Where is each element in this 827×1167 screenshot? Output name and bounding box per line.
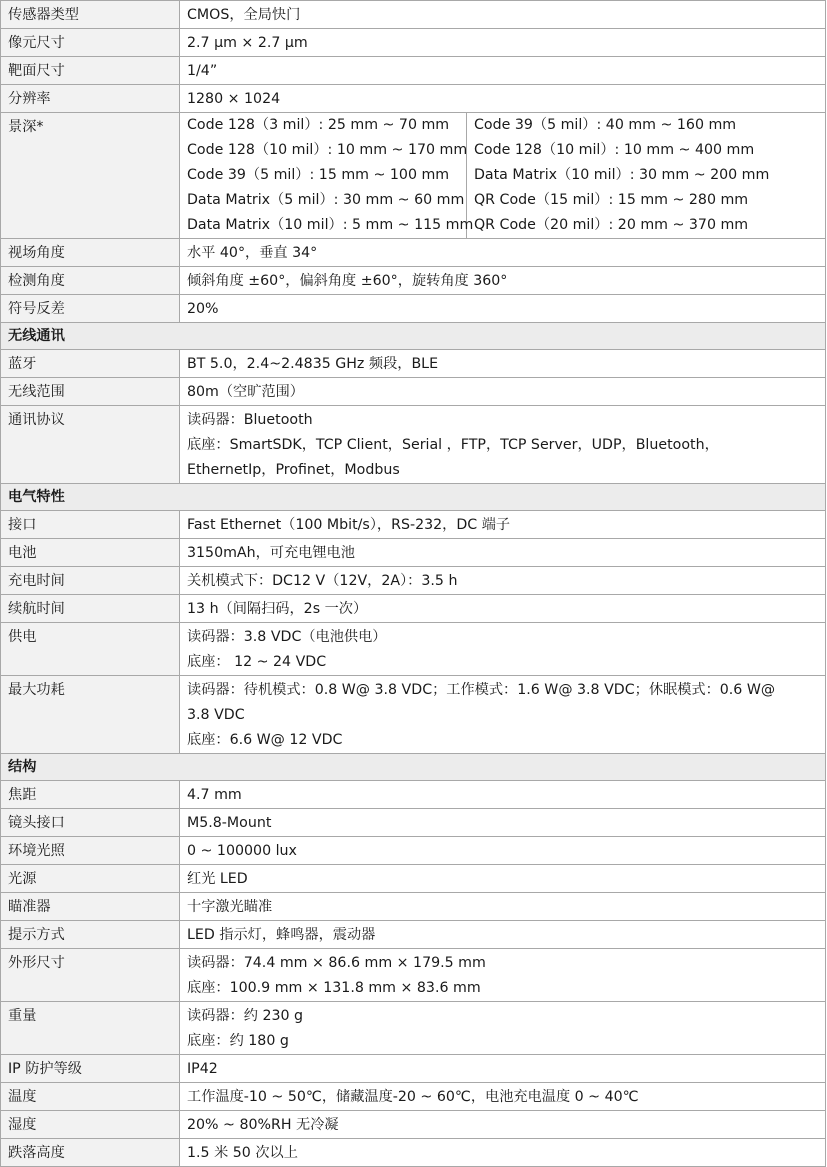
spec-value: 工作温度-10 ~ 50℃，储藏温度-20 ~ 60℃，电池充电温度 0 ~ 40℃ bbox=[180, 1083, 826, 1111]
section-title: 结构 bbox=[1, 754, 826, 781]
spec-label: 焦距 bbox=[1, 781, 180, 809]
spec-label: 最大功耗 bbox=[1, 676, 180, 754]
spec-label: 环境光照 bbox=[1, 837, 180, 865]
depth-line: Code 128（10 mil）: 10 mm ~ 400 mm bbox=[474, 142, 755, 158]
spec-value bbox=[180, 406, 826, 484]
spec-label: 温度 bbox=[1, 1083, 180, 1111]
spec-row-indicator bbox=[1, 921, 826, 949]
spec-value: Fast Ethernet（100 Mbit/s），RS-232，DC 端子 bbox=[180, 511, 826, 539]
spec-value: 倾斜角度 ±60°，偏斜角度 ±60°，旋转角度 360° bbox=[180, 267, 826, 295]
value-line: 底座： 12 ~ 24 VDC bbox=[187, 654, 327, 670]
value-line: 底座：约 180 g bbox=[187, 1033, 289, 1049]
spec-row-focal-length bbox=[1, 781, 826, 809]
depth-line: Data Matrix（10 mil）: 5 mm ~ 115 mm bbox=[187, 217, 474, 233]
value-line: 底座：SmartSDK，TCP Client，Serial ，FTP，TCP Server，UDP，Bluetooth， bbox=[187, 437, 719, 453]
spec-label: 光源 bbox=[1, 865, 180, 893]
spec-label: 提示方式 bbox=[1, 921, 180, 949]
spec-row-resolution bbox=[1, 85, 826, 113]
spec-value: 4.7 mm bbox=[180, 781, 826, 809]
depth-line: QR Code（20 mil）: 20 mm ~ 370 mm bbox=[474, 217, 749, 233]
spec-row-humidity bbox=[1, 1111, 826, 1139]
value-line: 读码器：约 230 g bbox=[187, 1008, 304, 1024]
depth-line: Code 128（10 mil）: 10 mm ~ 170 mm bbox=[187, 142, 468, 158]
spec-label: 湿度 bbox=[1, 1111, 180, 1139]
depth-column-right bbox=[467, 113, 825, 238]
spec-row-protocol bbox=[1, 406, 826, 484]
spec-row-sensor-type bbox=[1, 1, 826, 29]
spec-label: 外形尺寸 bbox=[1, 949, 180, 1002]
spec-value bbox=[180, 949, 826, 1002]
spec-value bbox=[180, 676, 826, 754]
spec-value: 2.7 μm × 2.7 μm bbox=[180, 29, 826, 57]
spec-row-charge-time bbox=[1, 567, 826, 595]
spec-value: 1.5 米 50 次以上 bbox=[180, 1139, 826, 1167]
spec-label: 靶面尺寸 bbox=[1, 57, 180, 85]
spec-label: 接口 bbox=[1, 511, 180, 539]
spec-label: 分辨率 bbox=[1, 85, 180, 113]
spec-value: BT 5.0，2.4~2.4835 GHz 频段，BLE bbox=[180, 350, 826, 378]
spec-value: 红光 LED bbox=[180, 865, 826, 893]
spec-row-ip-rating bbox=[1, 1055, 826, 1083]
spec-label: 视场角度 bbox=[1, 239, 180, 267]
spec-row-dimensions bbox=[1, 949, 826, 1002]
value-line: 3.8 VDC bbox=[187, 707, 245, 723]
spec-label: IP 防护等级 bbox=[1, 1055, 180, 1083]
spec-label: 通讯协议 bbox=[1, 406, 180, 484]
spec-row-detection-angle bbox=[1, 267, 826, 295]
section-header-wireless bbox=[1, 323, 826, 350]
section-title: 无线通讯 bbox=[1, 323, 826, 350]
spec-label: 电池 bbox=[1, 539, 180, 567]
spec-row-endurance bbox=[1, 595, 826, 623]
depth-line: Data Matrix（5 mil）: 30 mm ~ 60 mm bbox=[187, 192, 465, 208]
section-header-electrical bbox=[1, 484, 826, 511]
section-title: 电气特性 bbox=[1, 484, 826, 511]
spec-row-ambient-light bbox=[1, 837, 826, 865]
spec-row-temperature bbox=[1, 1083, 826, 1111]
depth-line: Data Matrix（10 mil）: 30 mm ~ 200 mm bbox=[474, 167, 770, 183]
value-line: EthernetIp，Profinet，Modbus bbox=[187, 462, 400, 478]
value-line: 底座：6.6 W@ 12 VDC bbox=[187, 732, 343, 748]
depth-column-left bbox=[180, 113, 474, 238]
spec-label: 瞄准器 bbox=[1, 893, 180, 921]
spec-row-max-power bbox=[1, 676, 826, 754]
spec-value bbox=[180, 1002, 826, 1055]
value-line: 读码器：Bluetooth bbox=[187, 412, 313, 428]
spec-label: 跌落高度 bbox=[1, 1139, 180, 1167]
spec-value bbox=[180, 623, 826, 676]
spec-row-drop-height bbox=[1, 1139, 826, 1167]
spec-value: 水平 40°，垂直 34° bbox=[180, 239, 826, 267]
spec-row-field-of-view bbox=[1, 239, 826, 267]
spec-value: 关机模式下：DC12 V（12V，2A）：3.5 h bbox=[180, 567, 826, 595]
spec-label: 供电 bbox=[1, 623, 180, 676]
value-line: 读码器：待机模式：0.8 W@ 3.8 VDC；工作模式：1.6 W@ 3.8 VDC；休眠模式：0.6 W@ bbox=[187, 682, 776, 698]
value-line: 读码器：3.8 VDC（电池供电） bbox=[187, 629, 387, 645]
spec-value: 1280 × 1024 bbox=[180, 85, 826, 113]
spec-label: 续航时间 bbox=[1, 595, 180, 623]
spec-label: 蓝牙 bbox=[1, 350, 180, 378]
spec-row-target-size bbox=[1, 57, 826, 85]
spec-value: 13 h（间隔扫码，2s 一次） bbox=[180, 595, 826, 623]
spec-value: LED 指示灯，蜂鸣器，震动器 bbox=[180, 921, 826, 949]
spec-row-lens-mount bbox=[1, 809, 826, 837]
spec-label: 符号反差 bbox=[1, 295, 180, 323]
spec-row-battery bbox=[1, 539, 826, 567]
spec-row-light-source bbox=[1, 865, 826, 893]
spec-value: 十字激光瞄准 bbox=[180, 893, 826, 921]
value-line: 读码器：74.4 mm × 86.6 mm × 179.5 mm bbox=[187, 955, 486, 971]
value-line: 底座：100.9 mm × 131.8 mm × 83.6 mm bbox=[187, 980, 481, 996]
spec-row-aimer bbox=[1, 893, 826, 921]
depth-line: Code 128（3 mil）: 25 mm ~ 70 mm bbox=[187, 117, 450, 133]
depth-line: Code 39（5 mil）: 40 mm ~ 160 mm bbox=[474, 117, 737, 133]
spec-value: 1/4” bbox=[180, 57, 826, 85]
spec-row-bluetooth bbox=[1, 350, 826, 378]
depth-line: Code 39（5 mil）: 15 mm ~ 100 mm bbox=[187, 167, 450, 183]
spec-row-depth-of-field bbox=[1, 113, 826, 239]
spec-value: 20% ~ 80%RH 无冷凝 bbox=[180, 1111, 826, 1139]
spec-label: 充电时间 bbox=[1, 567, 180, 595]
spec-value: 80m（空旷范围） bbox=[180, 378, 826, 406]
spec-label: 传感器类型 bbox=[1, 1, 180, 29]
spec-row-weight bbox=[1, 1002, 826, 1055]
depth-values bbox=[180, 113, 826, 239]
spec-label: 检测角度 bbox=[1, 267, 180, 295]
spec-row-pixel-size bbox=[1, 29, 826, 57]
spec-value: 20% bbox=[180, 295, 826, 323]
spec-row-interface bbox=[1, 511, 826, 539]
spec-row-power-supply bbox=[1, 623, 826, 676]
spec-label: 镜头接口 bbox=[1, 809, 180, 837]
spec-label: 重量 bbox=[1, 1002, 180, 1055]
spec-value: 3150mAh，可充电锂电池 bbox=[180, 539, 826, 567]
spec-value: CMOS，全局快门 bbox=[180, 1, 826, 29]
spec-label: 像元尺寸 bbox=[1, 29, 180, 57]
spec-row-symbol-contrast bbox=[1, 295, 826, 323]
spec-value: M5.8-Mount bbox=[180, 809, 826, 837]
spec-label: 无线范围 bbox=[1, 378, 180, 406]
spec-row-wireless-range bbox=[1, 378, 826, 406]
spec-label: 景深* bbox=[1, 113, 180, 239]
spec-value: IP42 bbox=[180, 1055, 826, 1083]
depth-line: QR Code（15 mil）: 15 mm ~ 280 mm bbox=[474, 192, 749, 208]
spec-value: 0 ~ 100000 lux bbox=[180, 837, 826, 865]
section-header-structure bbox=[1, 754, 826, 781]
